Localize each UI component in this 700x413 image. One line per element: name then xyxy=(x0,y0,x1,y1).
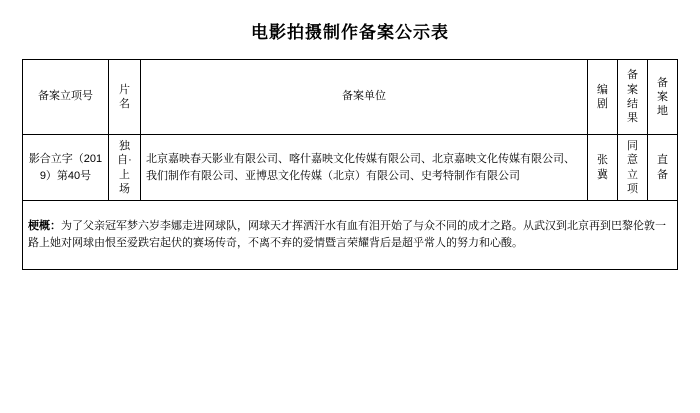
header-filing-place: 备案地 xyxy=(648,60,678,135)
header-film-name: 片名 xyxy=(109,60,141,135)
page-title: 电影拍摄制作备案公示表 xyxy=(251,23,449,42)
header-filing-unit: 备案单位 xyxy=(141,60,588,135)
cell-screenwriter: 张冀 xyxy=(588,135,618,201)
cell-filing-place: 直备 xyxy=(648,135,678,201)
filing-table xyxy=(22,59,678,270)
cell-film-name: 独自·上场 xyxy=(109,135,141,201)
header-screenwriter: 编剧 xyxy=(588,60,618,135)
table-row xyxy=(23,135,678,201)
summary-text: 为了父亲冠军梦六岁李娜走进网球队，网球天才挥洒汗水有血有泪开始了与众不同的成才之路。从武汉到北京再到巴黎伦敦一路上她对网球由恨至爱跌宕起伏的赛场传奇，不离不弃的爱情暨言荣耀背后是超乎常人的努力和心酸。 xyxy=(28,220,666,250)
header-filing-result: 备案结果 xyxy=(618,60,648,135)
summary-label: 梗概： xyxy=(28,220,61,233)
cell-filing-result: 同意立项 xyxy=(618,135,648,201)
table-header-row xyxy=(23,60,678,135)
header-filing-number: 备案立项号 xyxy=(23,60,109,135)
cell-filing-unit: 北京嘉映春天影业有限公司、喀什嘉映文化传媒有限公司、北京嘉映文化传媒有限公司、我们制作有限公司、亚博思文化传媒（北京）有限公司、史考特制作有限公司 xyxy=(141,135,588,201)
table-summary-row xyxy=(23,201,678,270)
filing-table-wrapper xyxy=(0,59,700,270)
cell-filing-number: 影合立字（2019）第40号 xyxy=(23,135,109,201)
cell-summary xyxy=(23,201,678,270)
